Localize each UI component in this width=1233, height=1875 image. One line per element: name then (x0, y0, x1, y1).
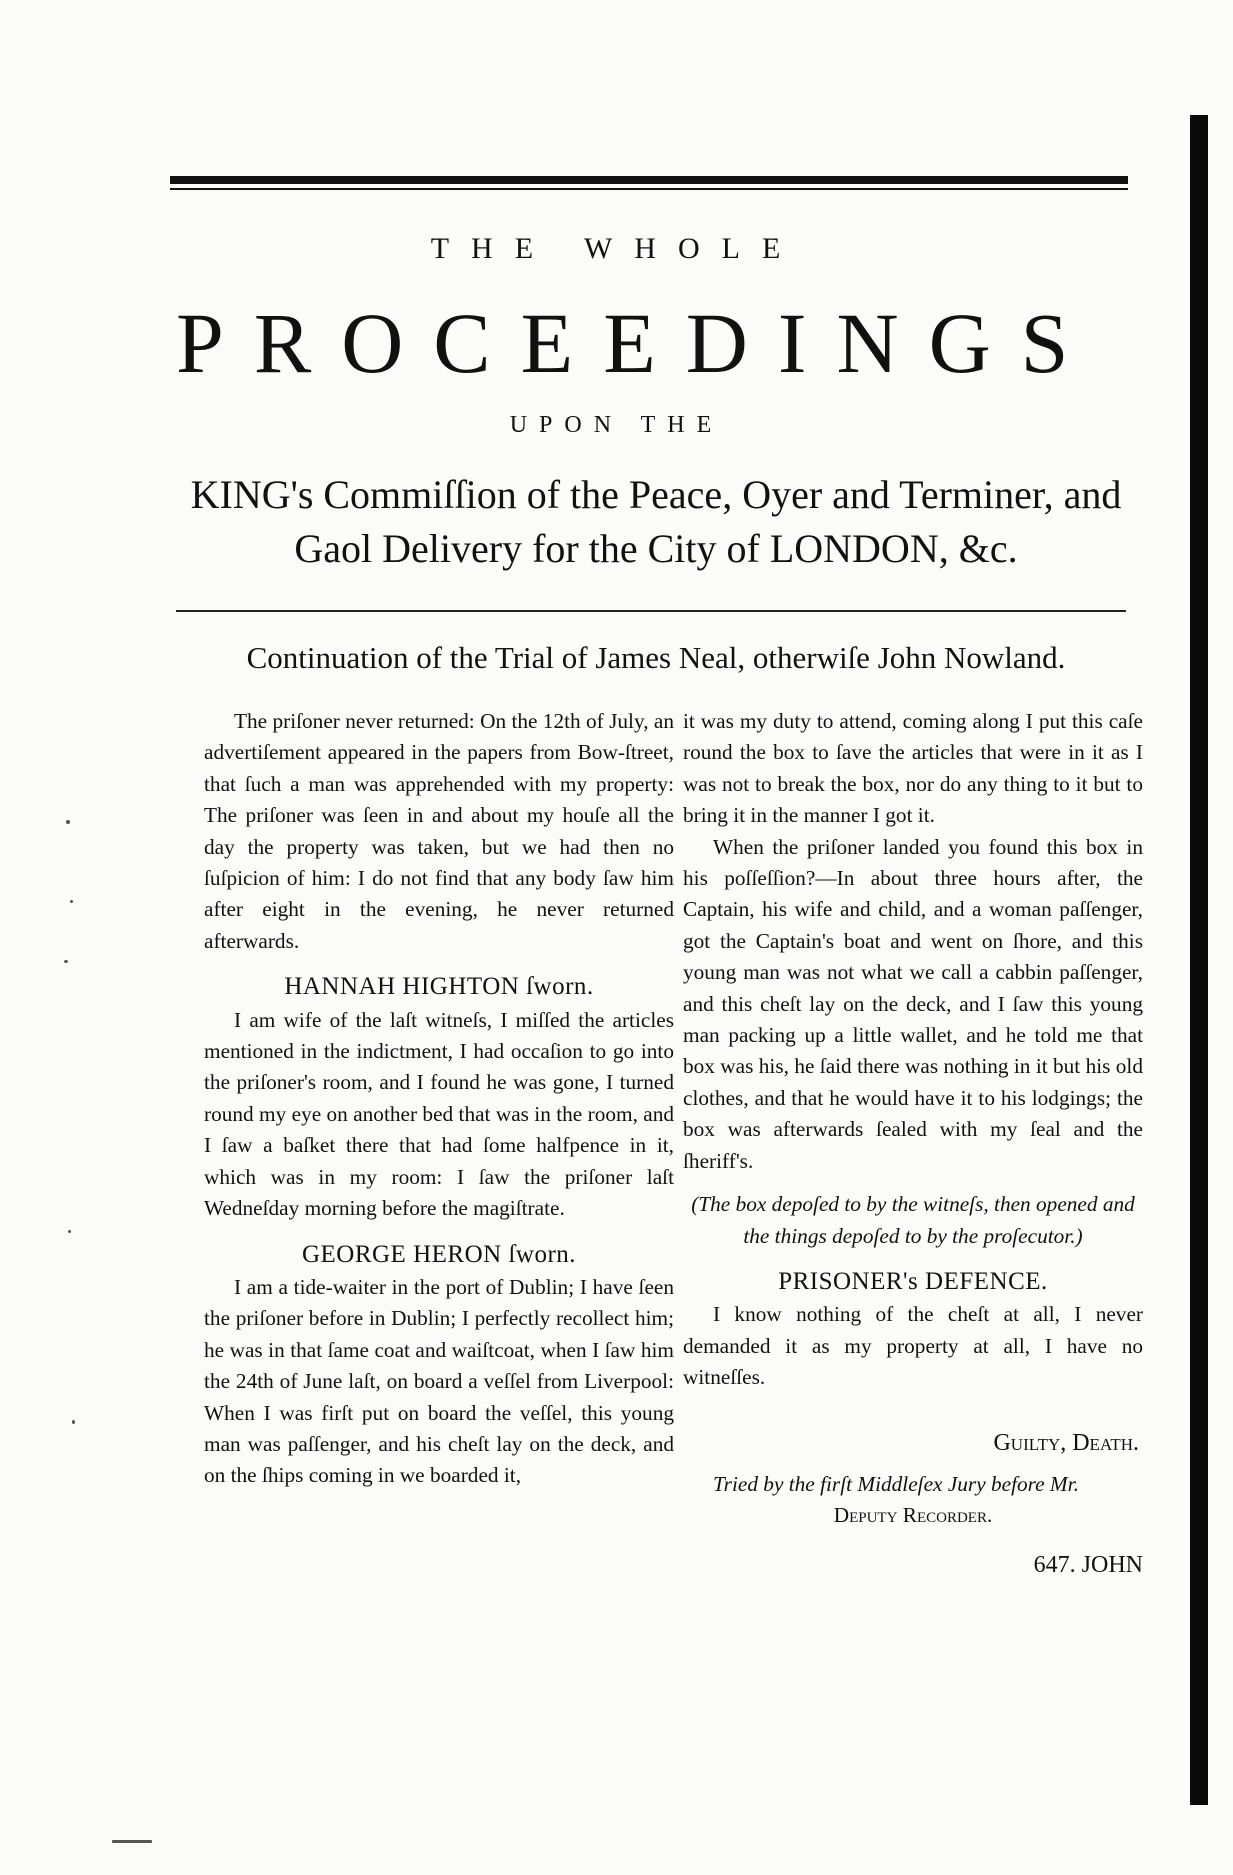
scan-speck (70, 900, 73, 903)
prisoners-defence-text: I know nothing of the cheſt at all, I never demanded it as my property at all, I have no witneſſes. (683, 1302, 1143, 1390)
title-commission-line1: KING's Commiſſion of the Peace, Oyer and Terminer, and (190, 472, 1122, 517)
george-heron-answer: When the priſoner landed you found this box in his poſſeſſion?—In about three hours after, the Captain, his wife and child, and a woman paſſenger, got the Captain's boat and went on ſhore, and this young man was not what we call a cabbin paſſenger, and this cheſt lay on the deck, and I ſaw this young man packing up a little wallet, and he told me that box was his, he ſaid there was nothing in it but his old clothes, and that he would have it to his lodgings; the box was afterwards ſealed with my ſeal and the ſheriff's. (683, 834, 1143, 1173)
witness-heading-hannah-highton: HANNAH HIGHTON ſworn. (284, 973, 594, 1001)
scan-speck (64, 960, 68, 963)
title-the-whole: THE WHOLE (430, 232, 803, 265)
deputy-recorder: Deputy Recorder. (833, 1503, 993, 1528)
verdict: Guilty, Death. (993, 1429, 1139, 1456)
top-rule-thin (170, 188, 1128, 190)
section-rule (176, 610, 1126, 612)
prosecutor-testimony-end: The priſoner never returned: On the 12th of July, an advertiſement appeared in the papers from Bow-ſtreet, that ſuch a man was apprehended with my property: The priſoner was ſeen in and about my houſe all the day the property was taken, but we had then no ſuſpicion of him: I do not find that any body ſaw him after eight in the evening, he never returned afterwards. (204, 709, 674, 953)
scan-speck (72, 1420, 75, 1424)
prisoners-defence-heading: PRISONER's DEFENCE. (778, 1267, 1048, 1295)
left-column (204, 706, 674, 1492)
george-heron-testimony: I am a tide-waiter in the port of Dublin; I have ſeen the priſoner before in Dublin; I perfectly recollect him; he was in that ſame coat and waiſtcoat, when I ſaw him the 24th of June laſt, on board a veſſel from Liverpool: When I was firſt put on board the veſſel, this young man was paſſenger, and his cheſt lay on the deck, and on the ſhips coming in we boarded it, (204, 1274, 674, 1488)
scan-speck (112, 1840, 152, 1843)
top-rule-thick (170, 176, 1128, 184)
right-column (683, 706, 1143, 1581)
scan-speck (68, 1230, 71, 1233)
title-commission (176, 468, 1136, 576)
trial-subtitle: Continuation of the Trial of James Neal, otherwiſe John Nowland. (246, 640, 1066, 675)
title-proceedings: PROCEEDINGS (176, 295, 1099, 391)
title-commission-line2: Gaol Delivery for the City of LONDON, &c. (294, 526, 1018, 571)
hannah-highton-testimony: I am wife of the laſt witneſs, I miſſed the articles mentioned in the indictment, I had occaſion to go into the priſoner's room, and I found he was gone, I turned round my eye on another bed that was in the room, and I ſaw a baſket there that had ſome halfpence in it, which was in my room: I ſaw the priſoner laſt Wedneſday morning before the magiſtrate. (204, 1007, 674, 1221)
page-edge-shadow (1190, 115, 1208, 1805)
george-heron-testimony-cont: it was my duty to attend, coming along I put this caſe round the box to ſave the articles that were in it as I was not to break the box, nor do any thing to it but to bring it in the manner I got it. (683, 709, 1143, 828)
scan-speck (66, 820, 70, 824)
witness-heading-george-heron: GEORGE HERON ſworn. (301, 1240, 577, 1268)
exhibit-note: (The box depoſed to by the witneſs, then opened and the things depoſed to by the proſecutor.) (691, 1192, 1135, 1248)
tried-by-line: Tried by the firſt Middleſex Jury before Mr. (713, 1471, 1079, 1496)
catchword: 647. JOHN (1033, 1551, 1143, 1578)
title-upon-the: UPON THE (509, 412, 724, 438)
